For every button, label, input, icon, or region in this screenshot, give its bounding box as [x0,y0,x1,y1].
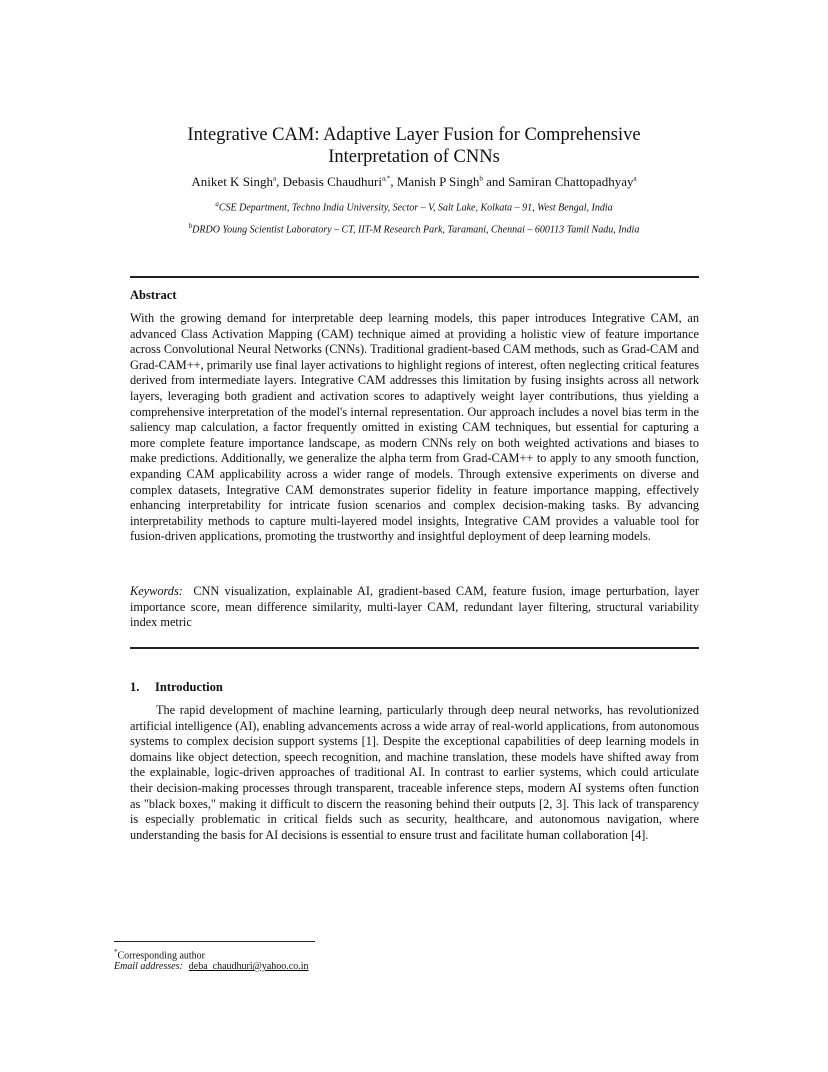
affiliation-sup: a [215,200,219,208]
author-and: and [482,174,509,189]
author-sup: a,* [381,174,391,183]
divider-bottom [130,647,699,649]
section-heading-introduction [130,680,223,695]
footnote-corresponding-text: Corresponding author [117,950,205,962]
author-sup: a [633,174,637,183]
author-sup: a [273,174,277,183]
divider-top [130,276,699,278]
keywords [130,584,699,631]
author-sup: b [479,174,483,183]
keywords-text: CNN visualization, explainable AI, gradient-based CAM, feature fusion, image perturbation, layer importance score, mean difference similarity, multi-layer CAM, redundant layer filtering, structural variability index metric [130,584,699,630]
affiliation-b [0,222,828,235]
title-line-1: Integrative CAM: Adaptive Layer Fusion for Comprehensive [187,125,641,145]
author-name: Debasis Chaudhuri [282,174,382,189]
email-link[interactable]: deba_chaudhuri@yahoo.co.in [188,961,309,972]
author-separator: , [390,174,397,189]
author-separator: , [276,174,283,189]
affiliation-sup: b [188,222,193,230]
abstract-body: With the growing demand for interpretable deep learning models, this paper introduces Integrative CAM, an advanced Class Activation Mapping (CAM) technique aimed at providing a holistic view of feature importance across Convolutional Neural Networks (CNNs). Traditional gradient-based CAM methods, such as Grad-CAM and Grad-CAM++, primarily use final layer activations to highlight regions of interest, often neglecting critical features derived from intermediate layers. Integrative CAM addresses this limitation by fusing insights across all network layers, leveraging both gradient and activation scores to adaptively weight layer contributions, thus yielding a comprehensive interpretation of the model's internal representation. Our approach includes a novel bias term in the saliency map calculation, a factor frequently omitted in existing CAM techniques, but essential for capturing a more complete feature importance landscape, as modern CNNs rely on both weighted activations and biases to make predictions. Additionally, we generalize the alpha term from Grad-CAM++ to apply to any smooth function, expanding CAM applicability across a wider range of models. Through extensive experiments on diverse and complex datasets, Integrative CAM demonstrates superior fidelity in feature importance mapping, effectively enhancing interpretability for intricate fusion scenarios and complex decision-making tasks. By advancing interpretability methods to capture multi-layered model insights, Integrative CAM provides a valuable tool for fusion-driven applications, promoting the trustworthy and insightful deployment of deep learning models. [130,311,699,544]
introduction-paragraph: The rapid development of machine learning, particularly through deep neural networks, has revolutionized artificial intelligence (AI), enabling advancements across a wide array of real-world applications, from autonomous systems to complex decision support systems [1]. Despite the exceptional capabilities of deep learning models in domains like object detection, speech recognition, and machine translation, these models have shifted away from the explainable, logic-driven approaches of traditional AI. In contrast to earlier systems, which could articulate their decision-making processes through transparent, traceable inference steps, modern AI systems often function as "black boxes," making it difficult to discern the reasoning behind their outputs [2, 3]. This lack of transparency is especially problematic in critical fields such as security, healthcare, and autonomous navigation, where understanding the basis for AI decisions is essential to ensure trust and facilitate human collaboration [4]. [130,703,699,842]
title-line-2: Interpretation of CNNs [328,147,500,167]
keywords-label: Keywords: [130,584,183,598]
abstract-heading: Abstract [130,288,177,302]
footnote-sup: * [114,948,118,956]
section-number: 1. [130,680,140,694]
affiliation-text: DRDO Young Scientist Laboratory – CT, IIT-M Research Park, Taramani, Chennai – 600113 Tamil Nadu, India [192,224,640,236]
author-list [0,174,828,190]
paper-title [0,124,828,168]
section-title: Introduction [155,680,223,694]
author-name: Manish P Singh [396,174,480,189]
affiliation-text: CSE Department, Techno India University, Sector – V, Salt Lake, Kolkata – 91, West Bengal, India [218,202,613,214]
footnote-divider [114,941,315,942]
footnote-email-label: Email addresses: [114,961,183,972]
author-name: Samiran Chattopadhyay [508,174,634,189]
footnote-corresponding [114,948,205,961]
footnote-email [114,961,309,972]
author-name: Aniket K Singh [191,174,274,189]
affiliation-a [0,200,828,213]
